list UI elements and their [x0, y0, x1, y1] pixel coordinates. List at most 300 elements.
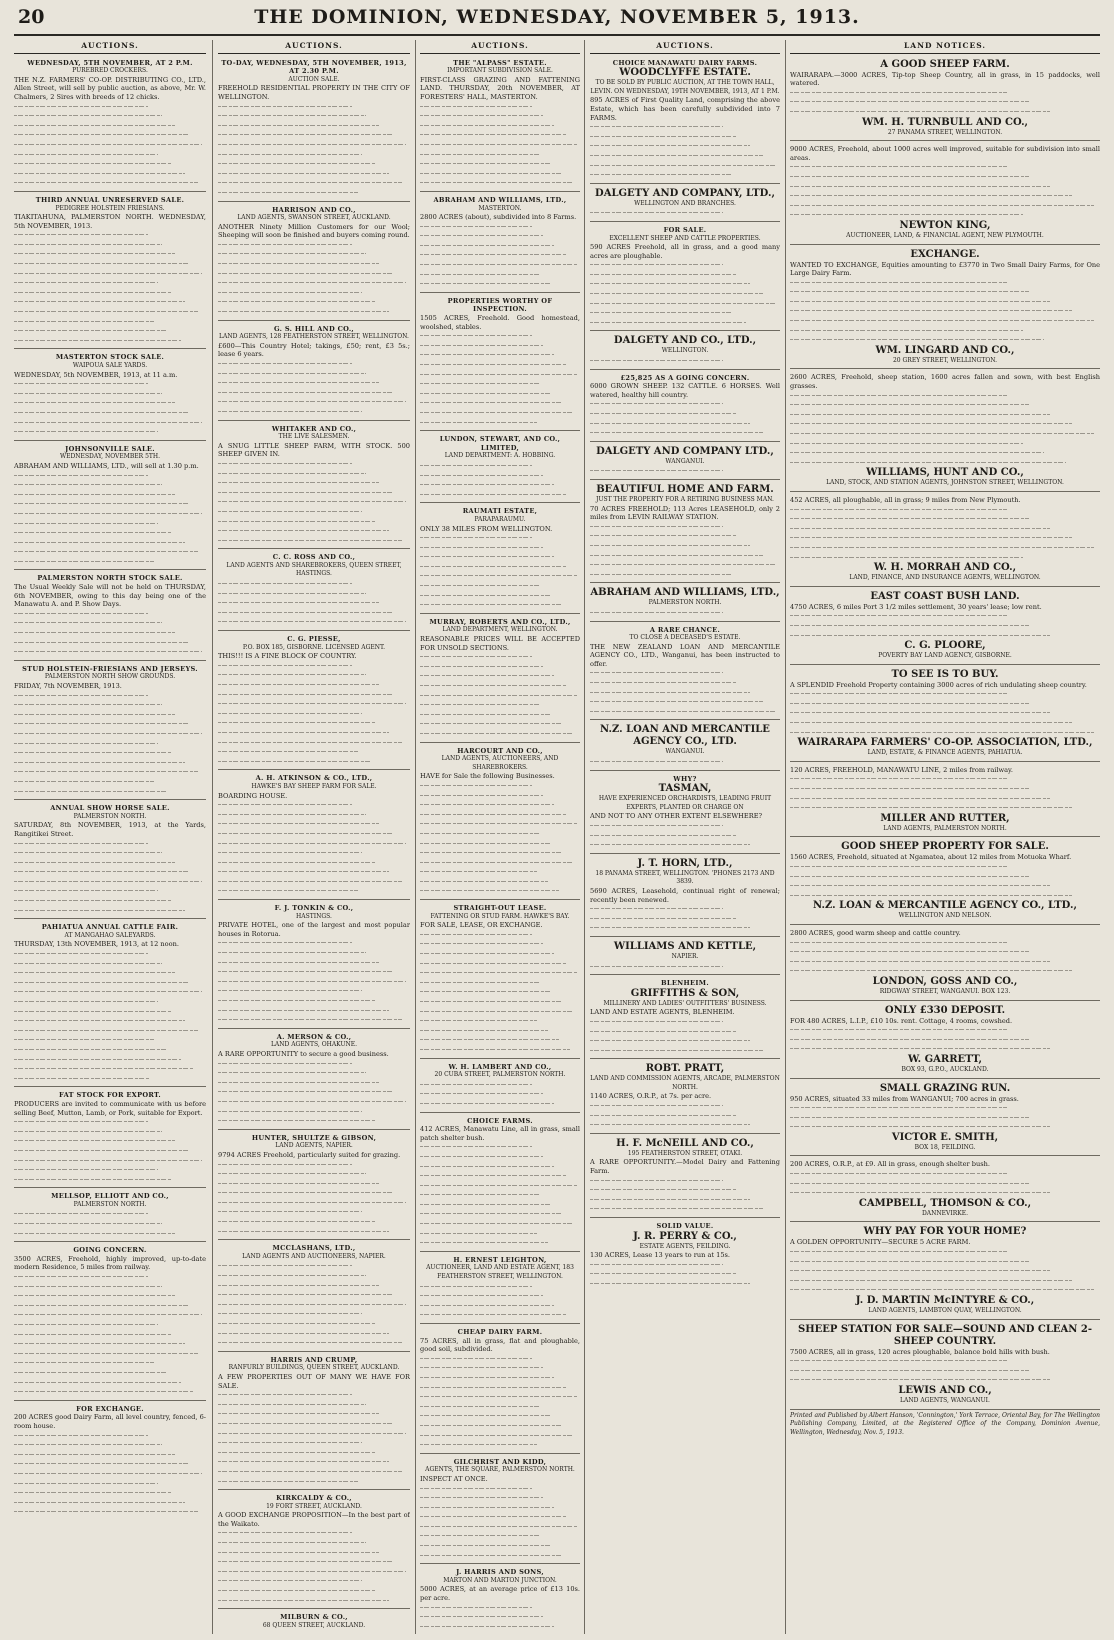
ad-subheading: LAND DEPARTMENT, WELLINGTON. [442, 626, 558, 634]
text-line [420, 1363, 543, 1373]
text-line [590, 308, 733, 318]
ad-body: AND NOT TO ANY OTHER EXTENT ELSEWHERE? [590, 812, 763, 821]
text-line [218, 526, 389, 536]
ad-title: DALGETY AND COMPANY, LTD., [595, 187, 775, 199]
text-line [590, 707, 776, 717]
body-text-lines [790, 689, 1100, 737]
text-line [790, 514, 1029, 524]
notice-title: WHY PAY FOR YOUR HOME? [863, 1226, 1027, 1238]
text-line [14, 1282, 162, 1292]
text-line [590, 1027, 736, 1037]
agent-name: WM. LINGARD AND CO., [875, 344, 1015, 356]
text-line [218, 958, 379, 968]
text-line [420, 719, 562, 729]
text-line [790, 316, 1094, 326]
text-line [14, 839, 148, 849]
text-line [218, 1409, 379, 1419]
text-line [218, 877, 402, 887]
ad-heading: HUNTER, SHULTZE & GIBSON, [251, 1133, 377, 1142]
ad-body: 9794 ACRES Freehold, particularly suited for grazing. [218, 1150, 401, 1159]
body-text-lines [790, 1169, 1100, 1198]
ad-subheading: HAVE EXPERIENCED ORCHARDISTS, LEADING FRUIT EXPERTS, PLANTED OR CHARGE ON [598, 795, 772, 811]
ad-heading: LUNDON, STEWART, AND CO., LIMITED, [439, 435, 561, 452]
text-line [420, 552, 554, 562]
text-line [14, 121, 175, 131]
text-line [218, 288, 362, 298]
text-line [420, 800, 554, 810]
body-text-lines [790, 938, 1100, 976]
text-line [420, 1089, 543, 1099]
text-line [790, 966, 1072, 976]
notice-body: 4750 ACRES, 6 miles Port 3 1/2 miles settlement, 30 years' lease; low rent. [790, 602, 1042, 611]
text-line [420, 591, 551, 601]
notice-body: 9000 ACRES, Freehold, about 1000 acres well improved, suitable for subdivision into small areas. [790, 145, 1100, 162]
text-line [790, 182, 1050, 192]
text-line [218, 240, 352, 250]
agent-address: BOX 18, FEILDING. [914, 1143, 976, 1151]
ad-title: J. R. PERRY & CO., [633, 1230, 737, 1242]
text-line [590, 466, 723, 476]
text-line [218, 1457, 389, 1467]
text-line [218, 359, 352, 369]
advertisement [590, 333, 780, 369]
ad-subheading: LAND DEPARTMENT: A. HOBBING. [444, 452, 556, 460]
body-text-lines [590, 668, 780, 716]
text-line [14, 278, 158, 288]
text-line [420, 1162, 554, 1172]
text-line [590, 1269, 736, 1279]
text-line [790, 881, 1050, 891]
body-text-lines [14, 379, 206, 437]
text-line [420, 1631, 566, 1632]
text-line [590, 399, 723, 409]
text-line [218, 1188, 393, 1198]
text-line [218, 1006, 389, 1016]
text-line [790, 1266, 1050, 1276]
text-line [790, 1285, 1094, 1295]
ad-heading: HARCOURT AND CO., [457, 746, 543, 755]
ad-subheading: MARTON AND MARTON JUNCTION. [443, 1576, 557, 1584]
text-line [590, 428, 763, 438]
text-line [14, 1339, 185, 1349]
agent-address: DANNEVIRKE. [921, 1209, 968, 1217]
text-line [420, 562, 566, 572]
ad-body: THIS!!! IS A FINE BLOCK OF COUNTRY. [218, 652, 357, 661]
text-line [420, 729, 574, 739]
text-line [590, 923, 750, 933]
body-text-lines [218, 359, 410, 417]
text-line [590, 688, 750, 698]
text-line [218, 598, 379, 608]
body-text-lines [218, 1059, 410, 1126]
text-line [420, 1541, 551, 1551]
text-line [790, 1276, 1072, 1286]
text-line [420, 691, 577, 701]
advertisement [218, 204, 410, 321]
text-line [590, 1120, 750, 1130]
ad-subheading: LAND AGENTS, OHAKUNE. [270, 1041, 358, 1049]
text-line [14, 1272, 148, 1282]
advertisement [420, 1115, 580, 1252]
text-line [420, 1181, 577, 1191]
ad-body: 70 ACRES FREEHOLD; 113 Acres LEASEHOLD, only 2 miles from LEVIN RAILWAY STATION. [590, 504, 780, 522]
text-line [14, 1016, 185, 1026]
ad-subheading: PARAPARAUMU. [474, 515, 526, 523]
ad-heading: A RARE CHANCE. [649, 625, 721, 634]
text-line [218, 1467, 402, 1477]
text-line [420, 581, 540, 591]
text-line [218, 757, 372, 767]
text-line [420, 1190, 540, 1200]
body-text-lines [218, 1261, 410, 1347]
text-line [790, 621, 1029, 631]
column-divider [415, 40, 416, 1634]
text-line [218, 469, 366, 479]
text-line [218, 948, 366, 958]
text-line [14, 326, 168, 336]
text-line [790, 794, 1050, 804]
ad-body: 200 ACRES good Dairy Farm, all level country, fenced, 6-room house. [14, 1413, 206, 1430]
text-line [218, 886, 358, 896]
text-line [590, 279, 750, 289]
ad-subheading: AGENTS, THE SQUARE, PALMERSTON NORTH. [425, 1466, 575, 1474]
text-line [420, 662, 543, 672]
notice-body: FOR 480 ACRES, L.I.P., £10 10s. rent. Cottage, 4 rooms, cowshed. [790, 1016, 1013, 1025]
ad-heading: FOR SALE. [663, 225, 707, 234]
ad-body: ABRAHAM AND WILLIAMS, LTD., will sell at 1.30 p.m. [14, 461, 199, 470]
text-line [590, 1111, 736, 1121]
advertisement [590, 1220, 780, 1292]
notice-title: A GOOD SHEEP FARM. [880, 58, 1010, 70]
text-line [14, 628, 175, 638]
text-line [14, 389, 162, 399]
text-line [14, 490, 175, 500]
text-line [420, 270, 540, 280]
text-line [218, 1078, 379, 1088]
text-line [420, 331, 532, 341]
text-line [218, 867, 389, 877]
text-line [420, 1026, 548, 1036]
text-line [14, 1387, 194, 1397]
text-line [218, 996, 375, 1006]
text-line [590, 1036, 750, 1046]
body-text-lines [420, 102, 580, 188]
column-header: AUCTIONS. [590, 42, 780, 54]
ad-body: 130 ACRES, Lease 13 years to run at 15s. [590, 1251, 731, 1260]
text-line [218, 709, 362, 719]
body-text-lines [420, 1142, 580, 1248]
ad-subheading: IMPORTANT SUBDIVISION SALE. [447, 67, 553, 75]
ad-subheading: HASTINGS. [296, 912, 332, 920]
ad-heading: THE "ALPASS" ESTATE. [453, 58, 547, 67]
text-line [14, 729, 202, 739]
agent-address: RIDGWAY STREET, WANGANUI. BOX 123. [879, 987, 1011, 995]
text-line [218, 378, 379, 388]
land-notice [790, 839, 1100, 925]
text-line [14, 408, 189, 418]
text-line [218, 1207, 362, 1217]
text-line [218, 1290, 393, 1300]
agent-name: WAIRARAPA FARMERS' CO-OP. ASSOCIATION, LTD., [797, 737, 1093, 749]
notice-body: 200 ACRES, O.R.P., at £9. All in grass, enough shelter bush. [790, 1160, 990, 1169]
text-line [14, 317, 154, 327]
text-line [218, 1319, 375, 1329]
advertisement [590, 856, 780, 937]
advertisement [590, 444, 780, 480]
body-text-lines [790, 1247, 1100, 1295]
text-line [14, 777, 154, 787]
ad-heading: GOING CONCERN. [73, 1246, 147, 1255]
body-text-lines [420, 1354, 580, 1450]
text-line [218, 1107, 362, 1117]
body-text-lines [218, 579, 410, 627]
text-line [790, 439, 1023, 449]
land-notice [790, 143, 1100, 244]
text-line [14, 739, 158, 749]
text-line [590, 570, 733, 580]
text-line [420, 1354, 532, 1364]
body-text-lines [590, 122, 780, 180]
ad-subheading: RANFURLY BUILDINGS, QUEEN STREET, AUCKLAND. [228, 1364, 400, 1372]
text-line [790, 553, 1023, 563]
ad-subheading: WELLINGTON AND BRANCHES. [634, 199, 736, 207]
ad-heading: PALMERSTON NORTH STOCK SALE. [37, 574, 183, 583]
text-line [14, 1035, 154, 1045]
text-line [218, 858, 375, 868]
ad-heading: BLENHEIM. [661, 979, 709, 988]
ad-body: LAND AND ESTATE AGENTS, BLENHEIM. [590, 1008, 735, 1017]
ad-heading: MCCLASHANS, LTD., [272, 1244, 356, 1253]
text-line [14, 1349, 198, 1359]
text-line [420, 140, 577, 150]
text-line [590, 560, 776, 570]
text-line [420, 839, 551, 849]
text-line [14, 848, 162, 858]
body-text-lines [420, 1080, 580, 1109]
ad-title: N.Z. LOAN AND MERCANTILE AGENCY CO., LTD. [600, 724, 770, 748]
advertisement [218, 1242, 410, 1352]
text-line [14, 877, 202, 887]
text-line [14, 1146, 189, 1156]
text-line [420, 997, 562, 1007]
text-line [14, 1440, 162, 1450]
text-line [420, 1484, 532, 1494]
ad-heading: PAHIATUA ANNUAL CATTLE FAIR. [41, 923, 179, 932]
text-line [420, 111, 543, 121]
ad-body: WEDNESDAY, 5th NOVEMBER, 1913, at 11 a.m. [14, 370, 178, 379]
text-line [790, 278, 1007, 288]
agent-address: LAND, FINANCE, AND INSURANCE AGENTS, WELLINGTON. [849, 574, 1041, 582]
text-line [218, 680, 379, 690]
ad-subheading: MASTERTON. [478, 204, 522, 212]
text-line [790, 689, 1007, 699]
ad-subheading: WELLINGTON. [661, 347, 709, 355]
text-line [218, 507, 362, 517]
ad-subheading: PALMERSTON NORTH. [648, 599, 722, 607]
text-line [790, 1375, 1050, 1385]
text-line [218, 278, 406, 288]
text-line [14, 700, 162, 710]
text-line [590, 409, 736, 419]
text-line [590, 1176, 723, 1186]
text-line [590, 962, 723, 972]
text-line [14, 509, 202, 519]
advertisement [420, 1254, 580, 1324]
advertisement [420, 194, 580, 293]
ad-body: 412 ACRES, Manawatu Line, all in grass, small patch shelter bush. [420, 1125, 580, 1142]
text-line [420, 652, 532, 662]
text-line [14, 1368, 168, 1378]
ad-body: 590 ACRES Freehold, all in grass, and a good many acres are ploughable. [590, 243, 780, 260]
text-line [790, 631, 1050, 641]
advertisement [14, 1403, 206, 1520]
ad-subheading: WEDNESDAY, NOVEMBER 5TH. [59, 453, 161, 461]
text-line [420, 1373, 554, 1383]
advertisement [420, 1326, 580, 1454]
text-line [14, 538, 185, 548]
text-line [218, 536, 402, 546]
text-line [218, 1271, 366, 1281]
notice-title: SHEEP STATION FOR SALE—SOUND AND CLEAN 2-SHEEP COUNTRY. [797, 1323, 1093, 1347]
text-line [14, 787, 168, 797]
text-line [420, 471, 543, 481]
text-line [790, 862, 1007, 872]
text-line [790, 938, 1007, 948]
ad-body: 2800 ACRES (about), subdivided into 8 Farms. [420, 213, 577, 222]
ad-heading: TO-DAY, WEDNESDAY, 5TH NOVEMBER, 1913, AT 2.30 P.M. [221, 58, 407, 76]
text-line [790, 1103, 1007, 1113]
text-line [790, 326, 1023, 336]
text-line [14, 1310, 202, 1320]
text-line [14, 1117, 148, 1127]
ad-title: DALGETY AND CO., LTD., [613, 335, 757, 347]
text-line [420, 1291, 543, 1301]
text-line [218, 1097, 406, 1107]
text-line [218, 986, 362, 996]
text-line [420, 169, 562, 179]
body-text-lines [590, 962, 780, 972]
ad-heading: RAUMATI ESTATE, [462, 507, 538, 516]
text-line [790, 1122, 1050, 1132]
text-line [420, 1171, 566, 1181]
text-line [420, 949, 554, 959]
imprint-footer: Printed and Published by Albert Hanson, 'Connington,' York Terrace, Oriental Bay, for The Wellington Publishing Company, Limited, at the Registered Office of the Company, Dominion Avenue, Wellington, Wednesday, Nov. 5, 1913. [790, 1411, 1100, 1436]
text-line [790, 1179, 1029, 1189]
body-text-lines [420, 461, 580, 499]
text-line [14, 968, 175, 978]
notice-body: 120 ACRES, FREEHOLD, MANAWATU LINE, 2 miles from railway. [790, 765, 1013, 774]
text-line [420, 178, 574, 188]
text-line [420, 1209, 562, 1219]
column-header: LAND NOTICES. [790, 42, 1100, 54]
text-line [590, 132, 736, 142]
ad-subheading: WAIPOUA SALE YARDS. [72, 362, 148, 369]
text-line [590, 1185, 736, 1195]
ad-title: ROBT. PRATT, [645, 1063, 725, 1075]
text-line [420, 279, 551, 289]
text-line [218, 121, 379, 131]
text-line [590, 831, 736, 841]
text-line [14, 1507, 198, 1517]
ad-subheading: PEDIGREE HOLSTEIN FRIESIANS. [55, 204, 165, 212]
text-line [790, 1247, 1007, 1257]
body-text-lines [14, 102, 206, 188]
ad-subheading: TO BE SOLD BY PUBLIC AUCTION, AT THE TOWN HALL, LEVIN. ON WEDNESDAY, 19TH NOVEMBER, 1913, AT 1 P.M. [590, 79, 780, 95]
body-text-lines [218, 459, 410, 545]
text-line [218, 699, 406, 709]
agent-name: CAMPBELL, THOMSON & CO., [858, 1197, 1032, 1209]
body-text-lines [14, 949, 206, 1083]
ad-heading: C. G. PIESSE, [287, 635, 341, 644]
land-notice [790, 371, 1100, 492]
ad-body: A SNUG LITTLE SHEEP FARM, WITH STOCK. 500 SHEEP GIVEN IN. [218, 441, 410, 459]
text-line [218, 259, 379, 269]
text-line [790, 391, 1007, 401]
text-line [790, 774, 1007, 784]
text-line [420, 1431, 574, 1441]
text-line [420, 1603, 532, 1613]
body-text-lines [14, 1431, 206, 1517]
body-text-lines [790, 1025, 1100, 1054]
agent-name: C. G. PLOORE, [904, 640, 986, 652]
text-line [420, 930, 532, 940]
text-line [218, 1448, 375, 1458]
advertisement [590, 186, 780, 222]
body-text-lines [14, 609, 206, 657]
text-line [218, 1261, 352, 1271]
ad-title: DALGETY AND COMPANY LTD., [596, 445, 774, 457]
text-line [14, 427, 158, 437]
ad-body: THURSDAY, 13th NOVEMBER, 1913, at 12 noon. [14, 940, 179, 949]
text-line [420, 1310, 566, 1320]
agent-address: LAND AGENTS, LAMBTON QUAY, WELLINGTON. [868, 1307, 1022, 1314]
text-line [590, 1260, 723, 1270]
ad-subheading: HAWKE'S BAY SHEEP FARM FOR SALE. [251, 782, 377, 790]
text-line [218, 1630, 352, 1632]
text-line [218, 517, 375, 527]
ad-subheading: AUCTIONEER, LAND AND ESTATE AGENT, 183 FEATHERSTON STREET, WELLINGTON. [426, 1264, 574, 1281]
text-line [218, 1087, 393, 1097]
text-line [420, 1080, 532, 1090]
text-line [14, 638, 189, 648]
text-line [590, 419, 750, 429]
text-line [218, 1576, 362, 1586]
text-line [420, 159, 551, 169]
column-2-auctions [218, 42, 410, 1632]
advertisement [590, 939, 780, 975]
notice-body: WANTED TO EXCHANGE, Equities amounting to £3770 in Two Small Dairy Farms, for One Large Dairy Farm. [790, 260, 1100, 278]
text-line [420, 222, 532, 232]
body-text-lines [590, 757, 780, 767]
advertisement [420, 505, 580, 614]
text-line [14, 609, 148, 619]
text-line [14, 1074, 150, 1084]
ad-subheading: 195 FEATHERSTON STREET, OTAKI. [627, 1149, 743, 1157]
ad-heading: WHITAKER AND CO., [271, 424, 357, 433]
notice-body: 452 ACRES, all ploughable, all in grass; 9 miles from New Plymouth. [790, 495, 1021, 504]
text-line [14, 178, 198, 188]
text-line [218, 1419, 393, 1429]
text-line [14, 480, 162, 490]
advertisement [590, 585, 780, 621]
advertisement [218, 1031, 410, 1130]
advertisement [590, 482, 780, 583]
body-text-lines [590, 1176, 780, 1214]
ad-body: £600—This Country Hotel; takings, £50; rent, £3 5s.; lease 6 years. [218, 341, 410, 359]
text-line [218, 150, 362, 160]
body-text-lines [218, 240, 410, 317]
text-line [420, 1402, 540, 1412]
